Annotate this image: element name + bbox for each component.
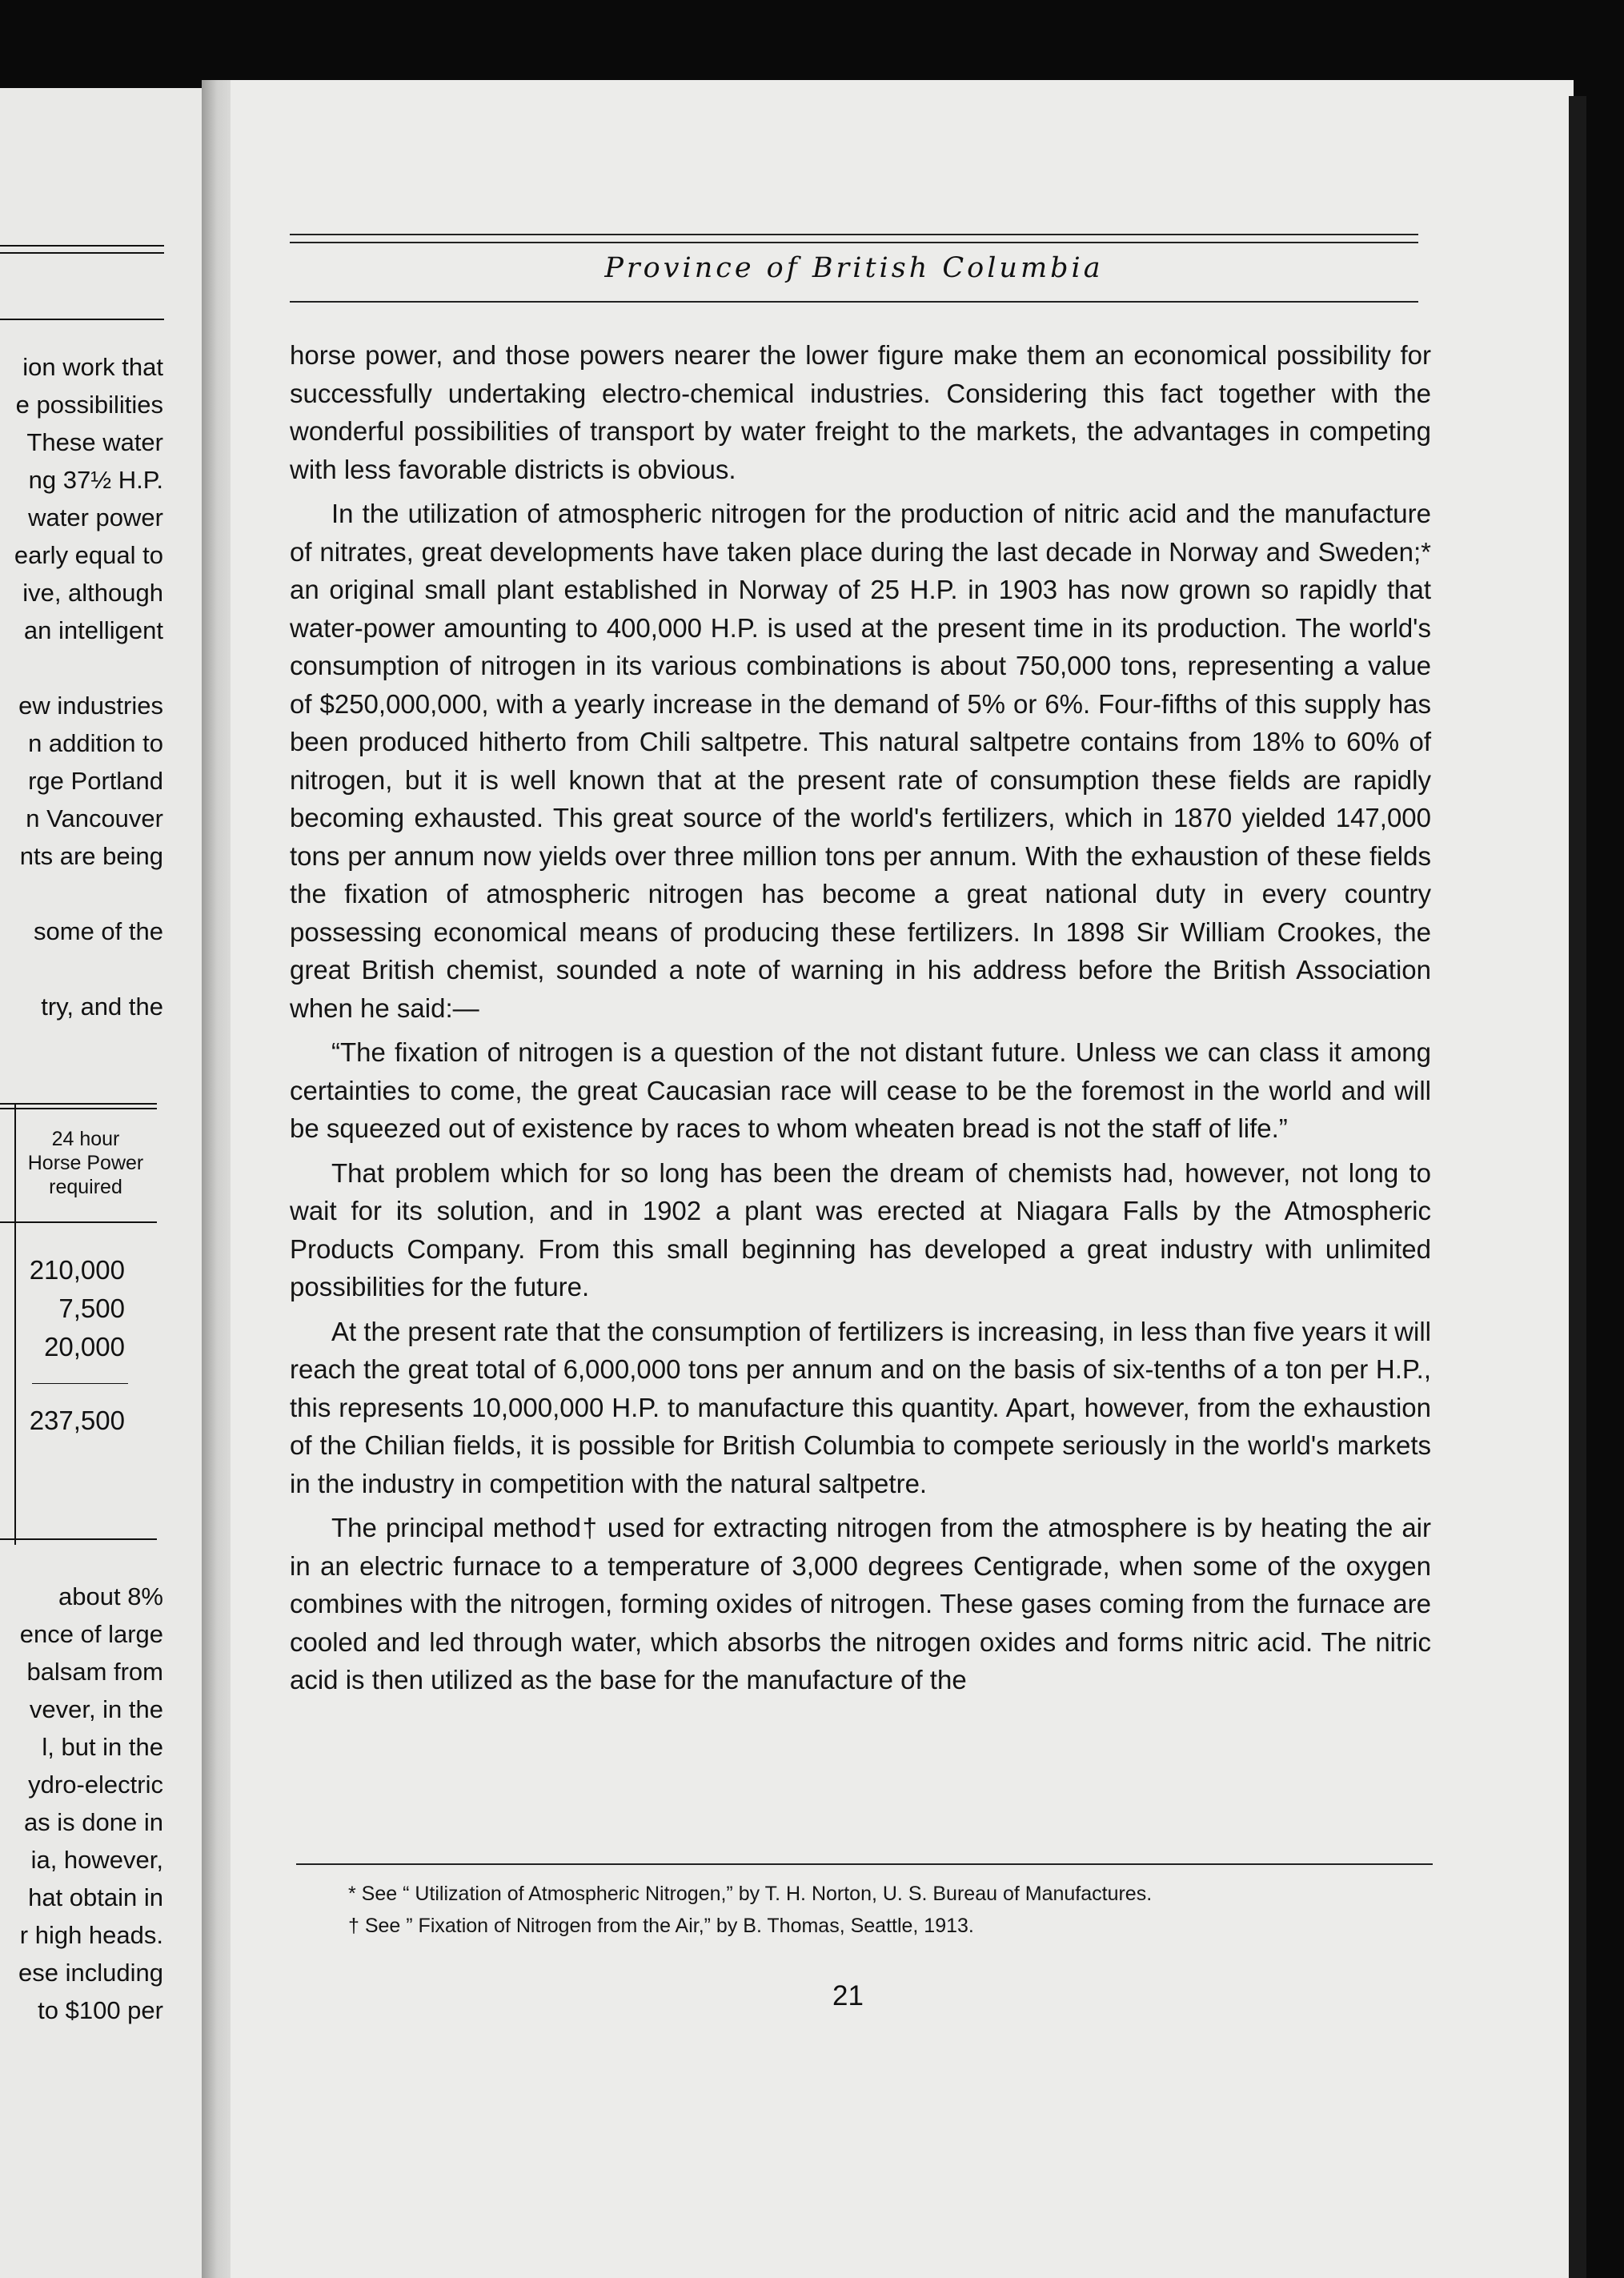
left-text-line: early equal to (14, 541, 163, 569)
table-rule (0, 1108, 157, 1109)
footnote: † See ” Fixation of Nitrogen from the Air,” by B. Thomas, Seattle, 1913. (348, 1915, 974, 1937)
table-rule (0, 1538, 157, 1540)
left-text-line: about 8% (58, 1582, 163, 1610)
left-text-line: to $100 per (38, 1996, 163, 2024)
paragraph: At the present rate that the consumption of fertilizers is increasing, in less than five years it will reach the great total of 6,000,000 tons per annum and on the basis of six-tenths of a ton per H.P., this represents 10,000,000 H.P. to manufacture this quantity. Apart, however, from the exhaustion of the Chilian fields, it is possible for British Columbia to compete seriously in the world's markets in the industry in competition with the natural saltpetre. (290, 1316, 1431, 1498)
header-rule (290, 301, 1418, 303)
left-text-line: ydro-electric (28, 1771, 163, 1799)
left-page-fragment (0, 88, 202, 2278)
left-text-line: ia, however, (30, 1846, 163, 1874)
footnote: * See “ Utilization of Atmospheric Nitrogen,” by T. H. Norton, U. S. Bureau of Manufactures. (348, 1883, 1153, 1905)
quotation-paragraph: “The fixation of nitrogen is a question of the not distant future. Unless we can class it among certainties to come, the great Caucasian race will cease to be the foremost in the world and will be squeezed out of existence by races to whom wheaten bread is not the staff of life.” (290, 1037, 1431, 1143)
left-text-line: n Vancouver (26, 804, 163, 832)
horse-power-table-fragment (0, 1103, 157, 1545)
footnote-rule (296, 1863, 1433, 1865)
table-header-line: Horse Power (27, 1152, 144, 1174)
left-text-line: vever, in the (29, 1695, 163, 1723)
page-edge-shadow (1569, 96, 1586, 2278)
left-text-line: an intelligent (23, 616, 163, 644)
header-rule (290, 242, 1418, 243)
left-text-line: ese including (18, 1959, 163, 1987)
running-head: Province of British Columbia (604, 252, 1104, 284)
table-rule (0, 1221, 157, 1223)
paragraph: The principal method† used for extracting nitrogen from the atmosphere is by heating the air in an electric furnace to a temperature of 3,000 degrees Centigrade, when some of the oxygen combines with the nitrogen, forming oxides of nitrogen. These gases coming from the furnace are cooled and led through water, which absorbs the nitrogen oxides and forms nitric acid. The nitric acid is then utilized as the base for the manufacture of the (290, 1513, 1431, 1694)
table-cell: 7,500 (58, 1293, 125, 1323)
table-cell: 20,000 (44, 1332, 125, 1362)
left-text-line: e possibilities (15, 391, 163, 419)
page-number: 21 (832, 1980, 864, 2011)
table-sum-rule (32, 1383, 128, 1384)
left-text-line: as is done in (23, 1808, 163, 1836)
left-header-rule (0, 252, 164, 254)
paragraph: In the utilization of atmospheric nitrogen for the production of nitric acid and the manufacture of nitrates, great developments have taken place during the last decade in Norway and Sweden;* an original small plant established in Norway of 25 H.P. in 1903 has now grown so rapidly that water-power amounting to 400,000 H.P. is used at the present time in its production. The world's consumption of nitrogen in its various combinations is about 750,000 tons, representing a value of $250,000,000, with a yearly increase in the demand of 5% or 6%. Four-fifths of this supply has been produced hitherto from Chili saltpetre. This natural saltpetre contains from 18% to 60% of nitrogen, but it is well known that at the present rate of consumption these fields are rapidly becoming exhausted. This great source of the world's fertilizers, which in 1870 yielded 147,000 tons per annum now yields over three million tons per annum. With the exhaustion of these fields the fixation of atmospheric nitrogen has become a great national duty in every country possessing economical means of producing these fertilizers. In 1898 Sir William Crookes, the great British chemist, sounded a note of warning in his address before the British Association when he said:— (290, 499, 1431, 1023)
left-text-line: These water (26, 428, 163, 456)
table-header-line: 24 hour (51, 1128, 120, 1150)
left-text-line: ive, although (22, 579, 163, 607)
left-text-line: ng 37½ H.P. (28, 466, 163, 494)
left-text-line: ence of large (19, 1620, 163, 1648)
table-total: 237,500 (29, 1406, 125, 1435)
left-text-line: rge Portland (28, 767, 163, 795)
left-text-line: try, and the (41, 993, 163, 1021)
left-text-line: r high heads. (19, 1921, 163, 1949)
left-text-line: ew industries (18, 692, 163, 720)
table-header-line: required (49, 1176, 122, 1198)
table-rule (0, 1103, 157, 1105)
left-text-line: n addition to (28, 729, 163, 757)
paragraph: horse power, and those powers nearer the lower figure make them an economical possibility for successfully undertaking electro-chemical industries. Considering this fact together with the wonderful possibilities of transport by water freight to the markets, the advantages in competing with less favorable districts is obvious. (290, 340, 1431, 484)
left-text-line: hat obtain in (28, 1883, 163, 1911)
left-text-line: some of the (34, 917, 163, 945)
header-rule (290, 234, 1418, 235)
left-text-line: balsam from (26, 1658, 163, 1686)
table-column-divider (14, 1103, 16, 1545)
left-header-rule (0, 245, 164, 247)
left-header-rule (0, 319, 164, 320)
paragraph: That problem which for so long has been the dream of chemists had, however, not long to wait for its solution, and in 1902 a plant was erected at Niagara Falls by the Atmospheric Products Company. From this small beginning has developed a great industry with unlimited possibilities for the future. (290, 1157, 1431, 1301)
left-text-line: l, but in the (42, 1733, 163, 1761)
left-text-line: nts are being (19, 842, 163, 870)
table-cell: 210,000 (29, 1255, 125, 1285)
body-text (290, 336, 1431, 1706)
left-text-line: ion work that (22, 353, 163, 381)
left-text-line: water power (28, 503, 163, 531)
